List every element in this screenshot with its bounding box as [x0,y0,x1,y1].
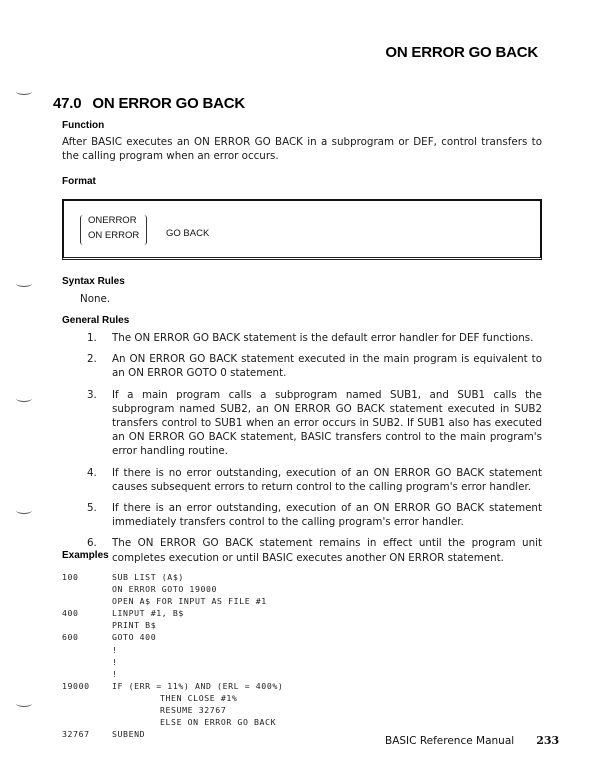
code-line-number: 100 [62,572,79,582]
code-statement: PRINT B$ [112,620,157,631]
code-statement: OPEN A$ FOR INPUT AS FILE #1 [112,596,267,607]
rule-text: If a main program calls a subprogram named SUB1, and SUB1 calls the subprogram named SUB2, an ON ERROR GO BACK statement executed in SUB2 transfers control to SUB1 when an error occurs in SUB2. If SUB1 also has executed an ON ERROR GO BACK statement, BASIC transfers control to the main program's error handling routine. [112,388,542,458]
section-title [53,95,245,112]
binder-hole-mark [16,395,32,402]
format-box [62,199,542,260]
code-statement: ELSE ON ERROR GO BACK [160,717,277,728]
manual-title: BASIC Reference Manual [385,735,515,747]
format-tail: GO BACK [166,228,210,239]
format-alternatives [80,213,147,243]
right-brace [143,215,147,245]
section-number: 47.0 [53,95,82,112]
function-heading: Function [62,120,105,131]
code-statement: ON ERROR GOTO 19000 [112,584,218,595]
rule-number: 2. [87,353,97,366]
code-statement: SUBEND [112,729,146,740]
section-title-text: ON ERROR GO BACK [92,95,246,112]
rule-text: The ON ERROR GO BACK statement is the default error handler for DEF functions. [112,332,534,344]
rule-item [87,501,542,529]
binder-hole-mark [16,700,32,707]
general-rules-heading: General Rules [62,315,130,326]
rule-item [87,331,542,345]
rule-item [87,352,542,380]
function-text: After BASIC executes an ON ERROR GO BACK in a subprogram or DEF, control transfers to the calling program when an error occurs. [62,136,542,162]
format-alt-1: ONERROR [88,215,137,226]
code-statement: ! [112,656,118,667]
rule-number: 1. [87,332,97,344]
page-footer [385,734,559,747]
rule-number: 3. [87,388,97,401]
code-statement: ! [112,644,118,655]
binder-hole-mark [16,507,32,514]
code-statement: GOTO 400 [112,632,157,643]
binder-hole-mark [16,280,32,287]
rule-item [87,536,542,564]
code-statement: LINPUT #1, B$ [112,608,184,619]
format-heading: Format [62,176,96,187]
binder-hole-mark [16,88,32,95]
running-head: ON ERROR GO BACK [385,44,538,61]
code-statement: RESUME 32767 [160,705,227,716]
code-statement: ! [112,668,118,679]
rule-number: 5. [87,502,97,515]
rule-item [87,466,542,494]
code-line-number: 32767 [62,729,90,740]
rule-text: If there is no error outstanding, execution of an ON ERROR GO BACK statement causes subsequent errors to return control to the calling program's error handler. [112,466,542,493]
syntax-rules-text: None. [80,293,111,305]
general-rules-list [87,331,542,572]
left-brace [80,215,84,245]
code-statement: THEN CLOSE #1% [160,692,238,703]
code-line-number: 19000 [62,680,90,691]
code-statement: SUB LIST (A$) [112,572,184,582]
examples-heading: Examples [62,550,109,561]
format-alt-2: ON ERROR [88,230,140,241]
code-line-number: 600 [62,632,79,643]
rule-text: An ON ERROR GO BACK statement executed in the main program is equivalent to an ON ERROR GOTO 0 statement. [112,353,542,380]
page-number: 233 [536,734,560,747]
rule-number: 4. [87,466,97,479]
rule-item [87,388,542,459]
rule-number: 6. [87,537,97,550]
code-statement: IF (ERR = 11%) AND (ERL = 400%) [112,680,284,691]
rule-text: The ON ERROR GO BACK statement remains in effect until the program unit completes execution or until BASIC executes another ON ERROR statement. [112,537,542,564]
code-line-number: 400 [62,608,79,619]
syntax-rules-heading: Syntax Rules [62,276,125,287]
rule-text: If there is an error outstanding, execution of an ON ERROR GO BACK statement immediately transfers control to the calling program's error handler. [112,502,542,529]
